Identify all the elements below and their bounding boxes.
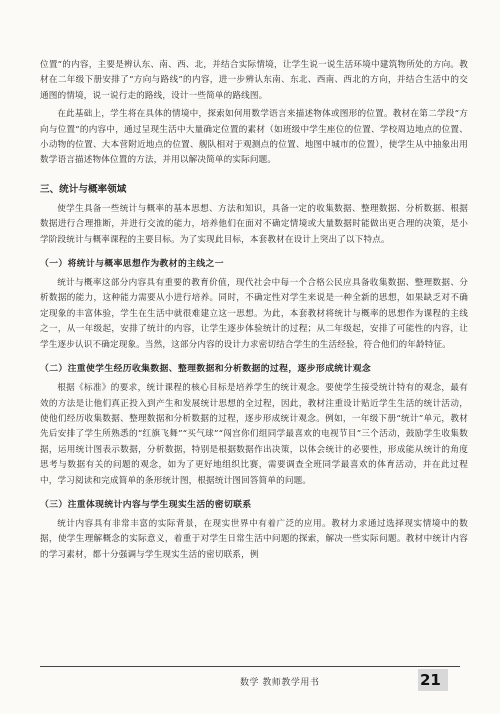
book-title: 数学 教师教学用书	[240, 678, 320, 688]
paragraph-main-line: 统计与概率这部分内容具有重要的教育价值，现代社会中每一个合格公民应具备收集数据、整理数据、分析数据的能力，这种能力需要从小进行培养。同时，不确定性对学生来说是一种全新的思想，如果缺乏对不确定现象的丰富体验，学生在生活中就很难建立这一思想。为此，本套教材将统计与概率的思想作为课程的主线之一，从一年级起，安排了统计的内容，让学生逐步体验统计的过程；从二年级起，安排了可能性的内容，让学生逐步认识不确定现象。当然，这部分内容的设计力求密切结合学生的生活经验，符合他们的年龄特征。	[40, 278, 468, 350]
page-number: 21	[420, 671, 441, 689]
paragraph-position-direction: 位置”的内容，主要是辨认东、南、西、北，并结合实际情境，让学生说一说生活环境中建筑物所处的方向。教材在二年级下册安排了“方向与路线”的内容，进一步辨认东南、东北、西南、西北的方向，并结合生活中的交通图的情境，说一说行走的路线，设计一些简单的路线图。	[40, 60, 468, 101]
paragraph-statistics-goal: 使学生具备一些统计与概率的基本思想、方法和知识，具备一定的收集数据、整理数据、分析数据、根据数据进行合理推断，并进行交流的能力，培养他们在面对不确定情境或大量数据时能做出更合理的决策，是小学阶段统计与概率课程的主要目标。为了实现此目标，本套教材在设计上突出了以下特点。	[40, 203, 468, 245]
page-footer	[0, 666, 500, 696]
paragraph-data-process: 根据《标准》的要求，统计课程的核心目标是培养学生的统计观念。要使学生接受统计特有的观念，最有效的方法是让他们真正投入到产生和发展统计思想的全过程，因此，教材注重设计贴近学生生活的统计活动，使他们经历收集数据、整理数据和分析数据的过程，逐步形成统计观念。例如，一年级下册“统计”单元，教材先后安排了学生所熟悉的“红旗飞舞”“买气球”“闯宫你们组同学最喜欢的电视节目”三个活动，鼓励学生收集数据，运用统计图表示数据，分析数据，特别是根据数据作出决策，以体会统计的必要性，形成能从统计的角度思考与数据有关的问题的观念，如为了更好地组织比赛，需要调查全班同学最喜欢的体育活动，并在此过程中，学习阅读和完成简单的条形统计图，根据统计图回答简单的问题。	[40, 383, 468, 486]
subheading-real-life: （三）注重体现统计内容与学生现实生活的密切联系	[40, 499, 252, 510]
subheading-main-line: （一）将统计与概率思想作为教材的主线之一	[40, 259, 224, 270]
page-body	[40, 58, 468, 566]
section-heading-statistics: 三、统计与概率领域	[40, 183, 127, 195]
paragraph-position-language: 在此基础上，学生将在具体的情境中，探索如何用数学语言来描述物体或图形的位置。教材在第二学段“方向与位置”的内容中，通过呈现生活中大量确定位置的素材（如班级中学生座位的位置、学校周边地点的位置、小动物的位置、大本营附近地点的位置、舰队相对于观测点的位置、地图中城市的位置），使学生从中抽象出用数学语言描述物体位置的方法，并用以解决简单的实际问题。	[40, 109, 468, 166]
subheading-data-process: （二）注重使学生经历收集数据、整理数据和分析数据的过程，逐步形成统计观念	[40, 364, 372, 375]
paragraph-real-life: 统计内容具有非常丰富的实际背景，在现实世界中有着广泛的应用。教材力求通过选择现实情境中的数据，使学生理解概念的实际意义，着重于对学生日常生活中问题的探索，解决一些实际问题。教材中统计内容的学习素材，都十分强调与学生现实生活的密切联系，例	[40, 518, 468, 560]
footer-rule	[40, 666, 460, 667]
